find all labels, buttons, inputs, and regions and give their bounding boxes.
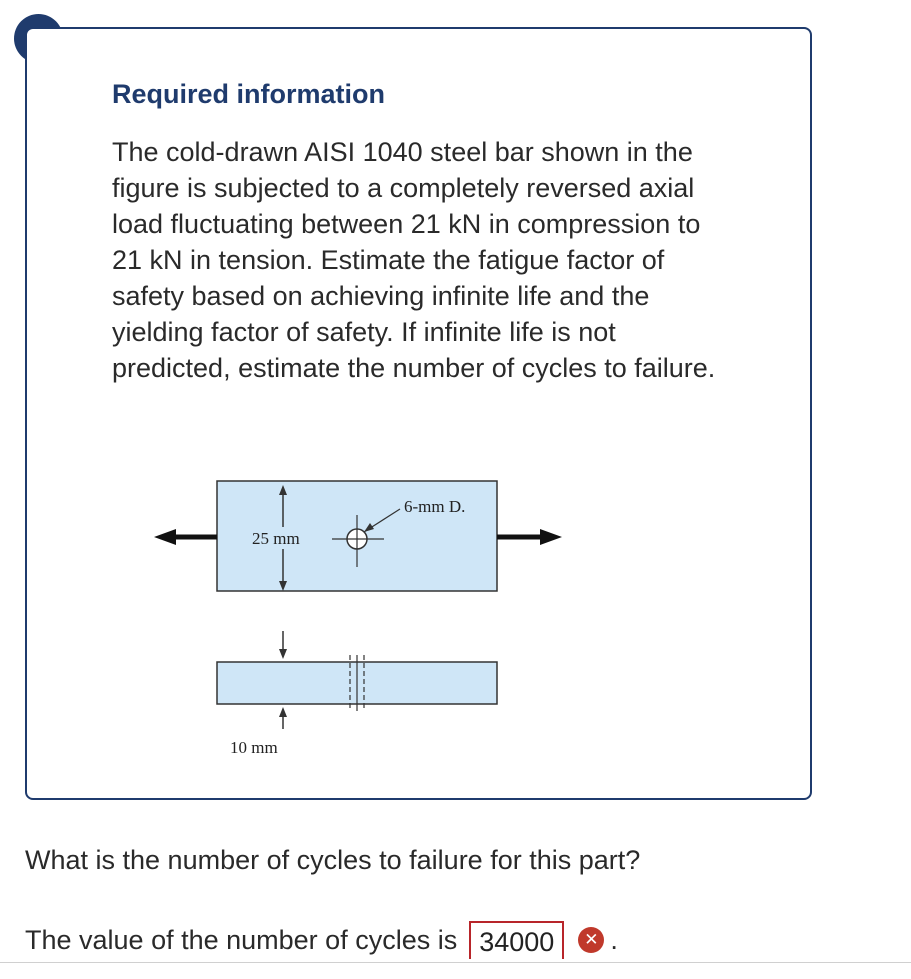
answer-row bbox=[25, 920, 618, 960]
bottom-divider bbox=[0, 962, 911, 963]
x-icon: ✕ bbox=[578, 927, 604, 953]
problem-statement: The cold-drawn AISI 1040 steel bar shown in the figure is subjected to a completely reversed axial load fluctuating between 21 kN in compression to 21 kN in tension. Estimate the fatigue factor of safety based on achieving infinite life and the yielding factor of safety. If infinite life is not predicted, estimate the number of cycles to failure. bbox=[112, 137, 716, 383]
answer-suffix: . bbox=[610, 924, 618, 955]
answer-input[interactable]: 34000 bbox=[469, 921, 564, 959]
info-heading: Required information bbox=[112, 79, 386, 109]
bar-figure bbox=[152, 479, 612, 779]
width-label: 25 mm bbox=[252, 529, 300, 548]
required-info-card bbox=[25, 27, 812, 800]
question-text: What is the number of cycles to failure for this part? bbox=[25, 845, 641, 875]
thickness-label: 10 mm bbox=[230, 738, 278, 757]
hole-label: 6-mm D. bbox=[404, 497, 466, 516]
answer-prefix: The value of the number of cycles is bbox=[25, 924, 458, 955]
